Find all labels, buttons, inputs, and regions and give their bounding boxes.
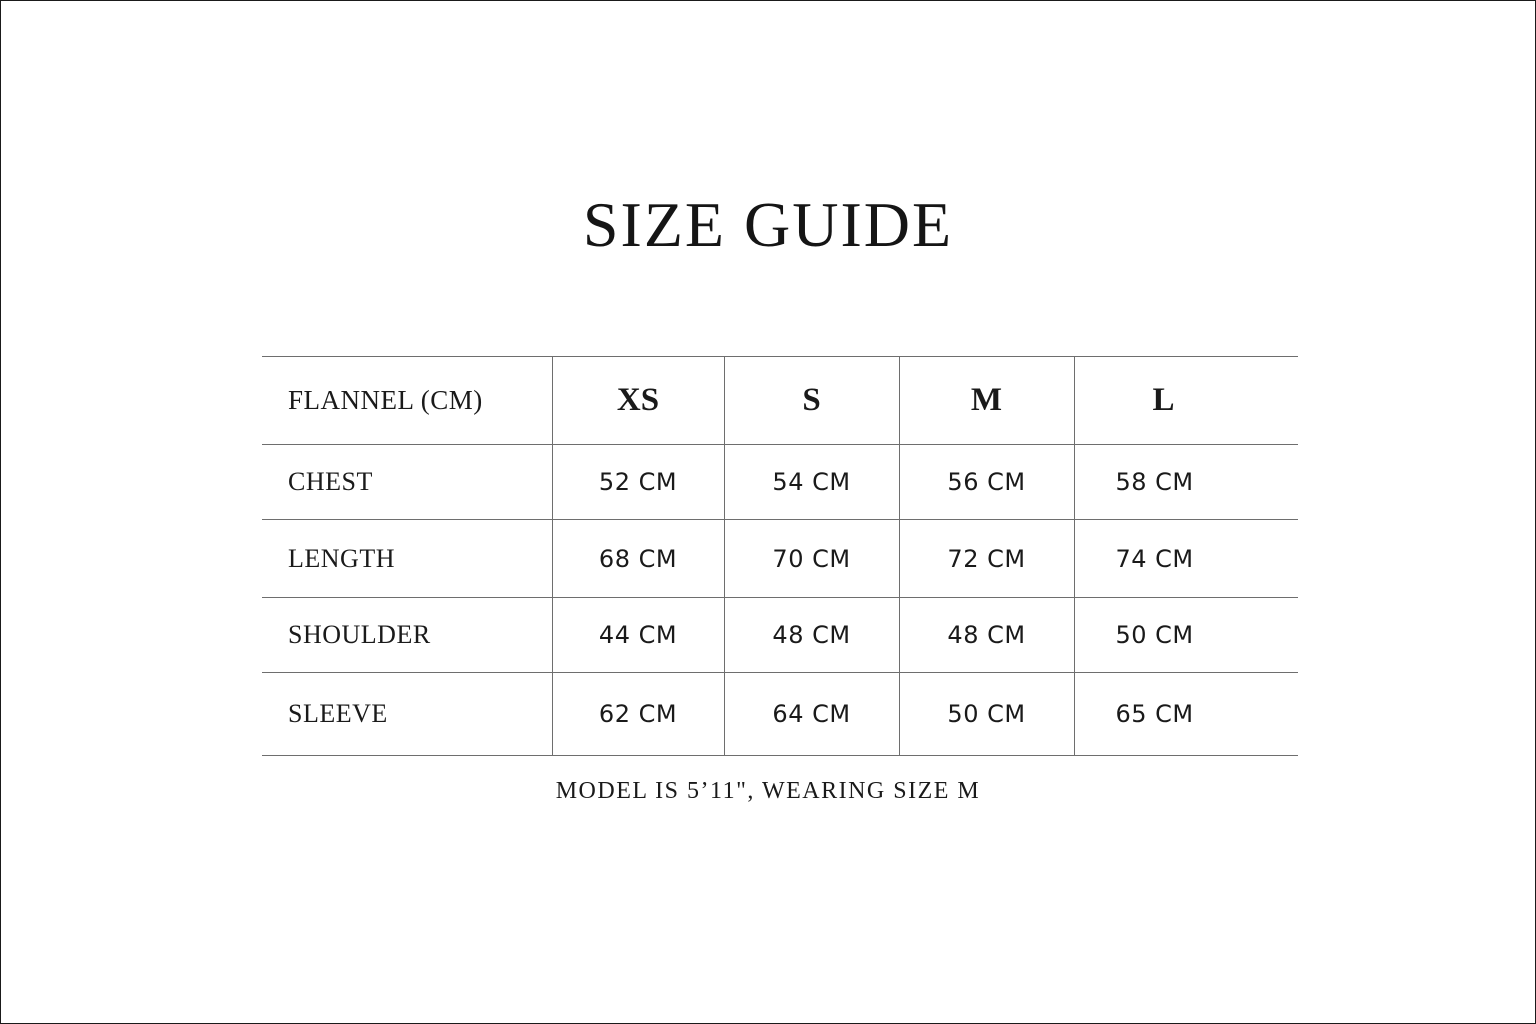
- size-header-l: L: [1074, 357, 1298, 445]
- table-row-length: [262, 520, 1298, 598]
- table-cell: 65 CM: [1074, 673, 1298, 756]
- size-header-s: S: [724, 357, 899, 445]
- row-label-length: LENGTH: [262, 520, 552, 598]
- table-cell: 44 CM: [552, 598, 724, 673]
- size-header-m: M: [899, 357, 1074, 445]
- table-cell: 56 CM: [899, 445, 1074, 520]
- table-cell: 52 CM: [552, 445, 724, 520]
- model-note: MODEL IS 5’11", WEARING SIZE M: [555, 778, 981, 804]
- table-row-sleeve: [262, 673, 1298, 756]
- table-cell: 72 CM: [899, 520, 1074, 598]
- table-cell: 58 CM: [1074, 445, 1298, 520]
- table-row-chest: [262, 445, 1298, 520]
- table-cell: 64 CM: [724, 673, 899, 756]
- table-cell: 50 CM: [899, 673, 1074, 756]
- table-cell: 62 CM: [552, 673, 724, 756]
- size-table: [262, 356, 1298, 756]
- table-cell: 48 CM: [724, 598, 899, 673]
- header-label: FLANNEL (CM): [262, 357, 552, 445]
- row-label-shoulder: SHOULDER: [262, 598, 552, 673]
- page-title: SIZE GUIDE: [582, 189, 954, 260]
- table-cell: 74 CM: [1074, 520, 1298, 598]
- table-row-shoulder: [262, 598, 1298, 673]
- row-label-sleeve: SLEEVE: [262, 673, 552, 756]
- table-cell: 48 CM: [899, 598, 1074, 673]
- table-cell: 70 CM: [724, 520, 899, 598]
- table-cell: 50 CM: [1074, 598, 1298, 673]
- table-cell: 54 CM: [724, 445, 899, 520]
- table-cell: 68 CM: [552, 520, 724, 598]
- table-header-row: [262, 357, 1298, 445]
- size-header-xs: XS: [552, 357, 724, 445]
- row-label-chest: CHEST: [262, 445, 552, 520]
